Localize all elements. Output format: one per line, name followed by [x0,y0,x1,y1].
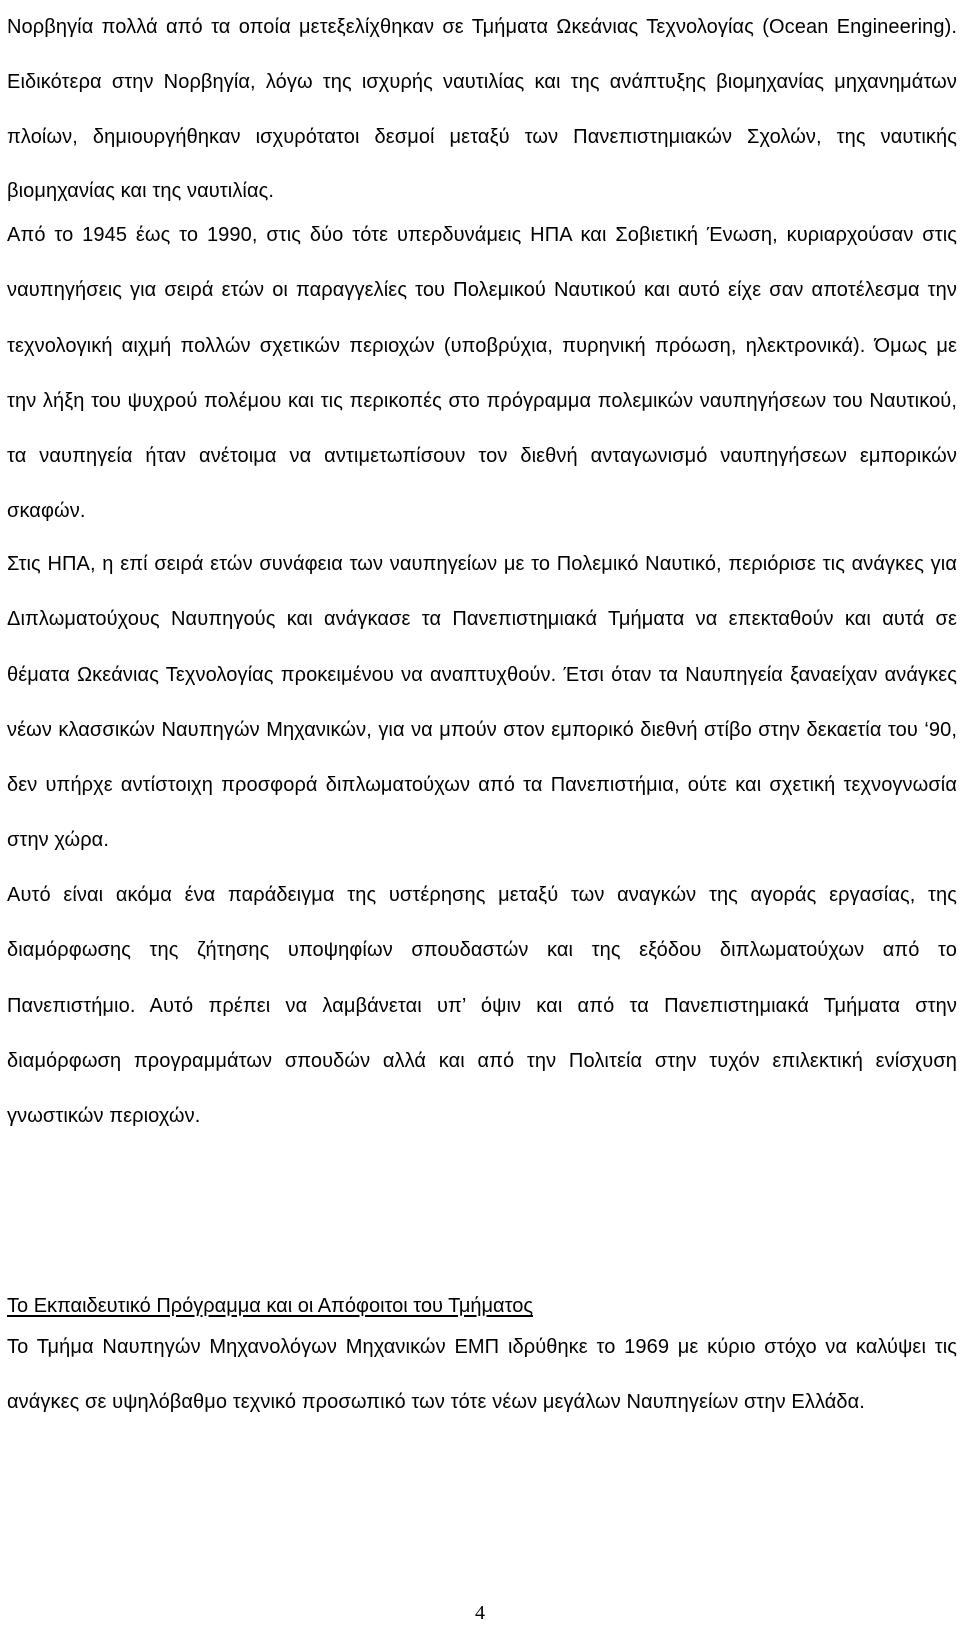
paragraph-ocean-engineering: Νορβηγία πολλά από τα οποία μετεξελίχθηκαν σε Τμήματα Ωκεάνιας Τεχνολογίας (Ocean Engineering). Ειδικότερα στην Νορβηγία, λόγω της ισχυρής ναυτιλίας και της ανάπτυξης βιομηχανίας μηχανημάτων πλοίων, δημιουργήθηκαν ισχυρότατοι δεσμοί μεταξύ των Πανεπιστημιακών Σχολών, της ναυτικής βιομηχανίας και της ναυτιλίας. [7,16,957,203]
section-heading: Το Εκπαιδευτικό Πρόγραμμα και οι Απόφοιτοι του Τμήματος [7,1295,533,1317]
paragraph-usa-shipyards: Στις ΗΠΑ, η επί σειρά ετών συνάφεια των ναυπηγείων με το Πολεμικό Ναυτικό, περιόρισε τις ανάγκες για Διπλωματούχους Ναυπηγούς και ανάγκασε τα Πανεπιστημιακά Τμήματα να επεκταθούν και αυτά σε θέματα Ωκεάνιας Τεχνολογίας προκειμένου να αναπτυχθούν. Έτσι όταν τα Ναυπηγεία ξαναείχαν ανάγκες νέων κλασσικών Ναυπηγών Μηχανικών, για να μπούν στον εμπορικό διεθνή στίβο στην δεκαετία του ‘90, δεν υπήρχε αντίστοιχη προσφορά διπλωματούχων από τα Πανεπιστήμια, ούτε και σχετική τεχνογνωσία στην χώρα. [7,553,957,852]
paragraph-labor-market-lag: Αυτό είναι ακόμα ένα παράδειγμα της υστέρησης μεταξύ των αναγκών της αγοράς εργασίας, της διαμόρφωσης της ζήτησης υποψηφίων σπουδαστών και της εξόδου διπλωματούχων από το Πανεπιστήμιο. Αυτό πρέπει να λαμβάνεται υπ’ όψιν και από τα Πανεπιστημιακά Τμήματα στην διαμόρφωση προγραμμάτων σπουδών αλλά και από την Πολιτεία στην τυχόν επιλεκτική ενίσχυση γνωστικών περιοχών. [7,884,957,1128]
page-number: 4 [475,1602,485,1624]
paragraph-department-founding: Το Τμήμα Ναυπηγών Μηχανολόγων Μηχανικών ΕΜΠ ιδρύθηκε το 1969 με κύριο στόχο να καλύψει τις ανάγκες σε υψηλόβαθμο τεχνικό προσωπικό των τότε νέων μεγάλων Ναυπηγείων στην Ελλάδα. [7,1336,957,1414]
paragraph-superpowers-shipbuilding: Από το 1945 έως το 1990, στις δύο τότε υπερδυνάμεις ΗΠΑ και Σοβιετική Ένωση, κυριαρχούσαν στις ναυπηγήσεις για σειρά ετών οι παραγγελίες του Πολεμικού Ναυτικού και αυτό είχε σαν αποτέλεσμα την τεχνολογική αιχμή πολλών σχετικών περιοχών (υποβρύχια, πυρηνική πρόωση, ηλεκτρονικά). Όμως με την λήξη του ψυχρού πολέμου και τις περικοπές στο πρόγραμμα πολεμικών ναυπηγήσεων του Ναυτικού, τα ναυπηγεία ήταν ανέτοιμα να αντιμετωπίσουν τον διεθνή ανταγωνισμό ναυπηγήσεων εμπορικών σκαφών. [7,224,957,523]
